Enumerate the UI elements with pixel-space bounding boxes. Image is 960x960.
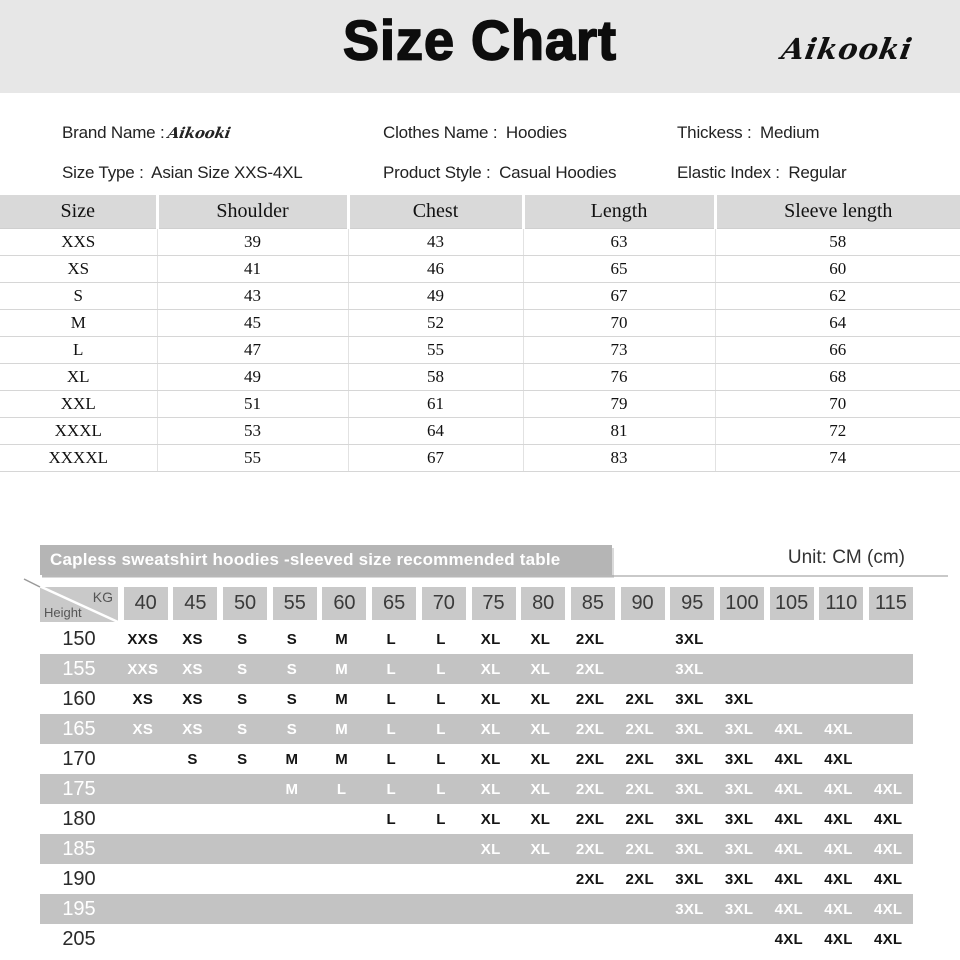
size-cell: 49 [157,364,348,391]
recommend-cell: L [436,660,446,678]
recommend-cell: 4XL [873,780,903,798]
recommend-cell: 4XL [774,930,803,948]
recommend-cell: 3XL [675,660,704,678]
recommend-cell: XL [480,720,501,738]
recommend-cell: 3XL [724,870,754,888]
weight-header-cell: 40 [124,587,168,620]
recommend-cell: 4XL [824,840,853,858]
size-table-body [0,229,960,472]
recommend-cell: 2XL [575,690,605,708]
weight-header-cell: 80 [521,587,565,620]
info-value: Aikooki [166,124,233,142]
recommend-cell: L [386,660,397,678]
recommend-row [40,834,913,864]
recommend-cell: 4XL [824,720,853,738]
size-cell: 55 [157,445,348,472]
size-cell: 45 [157,310,348,337]
size-table [0,195,960,472]
size-table-row [0,445,960,472]
weight-header-cell: 50 [223,587,267,620]
size-column-header: Size [0,195,157,229]
info-item-5 [677,163,960,196]
height-label: 195 [62,897,96,920]
size-cell: S [0,283,157,310]
recommend-cell: 2XL [625,810,654,828]
size-cell: 64 [715,310,960,337]
recommend-cell: 2XL [575,720,605,738]
size-cell: 65 [523,256,715,283]
recommend-cell: XL [480,810,501,828]
size-cell: L [0,337,157,364]
recommend-cell: M [285,780,299,798]
recommend-cell: S [286,660,298,678]
size-cell: 72 [715,418,960,445]
info-value: Regular [783,162,847,182]
size-cell: 83 [523,445,715,472]
height-label: 190 [62,867,96,890]
size-column-header: Sleeve length [715,195,960,229]
size-cell: 52 [348,310,523,337]
size-cell: 67 [348,445,523,472]
recommend-cell: XL [530,750,551,768]
recommend-cell: XS [182,690,203,708]
size-cell: 46 [348,256,523,283]
recommend-cell: 4XL [774,870,803,888]
recommend-cell: 3XL [724,780,754,798]
recommend-cell: M [335,690,348,708]
weight-header-cell: 85 [571,587,615,620]
recommend-cell: 2XL [625,840,654,858]
recommend-cell: S [286,720,298,738]
weight-header-cell: 65 [372,587,416,620]
size-cell: 68 [715,364,960,391]
recommend-row [40,714,913,744]
size-cell: 55 [348,337,523,364]
size-cell: 41 [157,256,348,283]
recommend-cell: XL [480,750,501,768]
recommend-cell: 2XL [575,780,605,798]
recommend-cell: 3XL [675,900,704,918]
recommend-cell: 3XL [724,720,754,738]
weight-header-cell: 70 [422,587,466,620]
recommend-cell: S [237,690,248,708]
page-title: Size Chart [342,10,618,72]
size-cell: XXL [0,391,157,418]
recommend-cell: L [386,780,397,798]
recommend-cell: 3XL [724,690,754,708]
recommend-cell: 4XL [824,900,853,918]
brand-logo: Aikooki [778,32,915,66]
recommend-cell: L [386,630,397,648]
info-item-1 [383,123,677,156]
recommend-cell: L [386,690,397,708]
recommend-cell: 3XL [675,780,704,798]
size-table-row [0,310,960,337]
recommend-cell: 4XL [873,900,903,918]
weight-header-row [40,587,920,622]
recommend-cell: 4XL [873,810,903,828]
size-table-row [0,391,960,418]
recommend-cell: 2XL [625,750,654,768]
info-value: Medium [755,123,820,142]
recommend-cell: L [436,750,446,768]
recommend-cell: S [286,630,298,648]
height-label: 150 [62,627,96,650]
divider-line [42,575,948,577]
weight-header-cell: 45 [173,587,217,620]
size-cell: 73 [523,337,715,364]
weight-header-cell: 110 [819,587,863,620]
size-cell: M [0,310,157,337]
recommend-cell: XS [182,630,203,648]
height-label: 185 [62,837,96,860]
corner-height-label: Height [44,605,82,620]
recommend-cell: 3XL [675,630,704,648]
info-panel [0,93,960,195]
recommend-cell: 4XL [774,810,803,828]
size-cell: 47 [157,337,348,364]
recommend-cell: XS [182,720,203,738]
recommend-cell: 4XL [774,840,803,858]
info-label: Size Type : [62,162,144,182]
size-cell: 51 [157,391,348,418]
recommend-cell: M [335,660,348,678]
recommend-cell: S [237,660,248,678]
weight-header-cell: 105 [770,587,814,620]
recommend-cell: 2XL [575,840,605,858]
size-column-header: Length [523,195,715,229]
recommend-cell: S [237,720,248,738]
recommend-cell: 3XL [675,720,704,738]
size-cell: 67 [523,283,715,310]
recommend-cell: 4XL [824,780,853,798]
recommend-row [40,774,913,804]
recommend-cell: 4XL [774,900,803,918]
info-item-3 [62,163,383,196]
info-label: Product Style : [383,162,491,182]
size-table-row [0,229,960,256]
recommend-row [40,804,913,834]
recommend-cell: 2XL [575,750,605,768]
info-value: Asian Size XXS-4XL [147,162,303,182]
recommend-cell: 2XL [575,630,605,648]
recommend-row [40,684,913,714]
recommend-cell: L [386,750,397,768]
recommend-cell: M [335,630,348,648]
weight-header-cell: 100 [720,587,764,620]
recommend-cell: 4XL [873,870,903,888]
size-cell: 61 [348,391,523,418]
recommend-cell: 3XL [724,840,754,858]
size-cell: 39 [157,229,348,256]
recommend-cell: S [237,630,248,648]
recommend-cell: XL [480,840,501,858]
recommend-cell: 2XL [625,720,654,738]
recommend-cell: 2XL [575,810,605,828]
height-label: 170 [62,747,96,770]
recommend-cell: XS [182,660,203,678]
recommend-cell: M [285,750,299,768]
recommend-cell: S [237,750,248,768]
info-item-2 [677,123,960,156]
size-cell: 58 [348,364,523,391]
recommend-section [0,545,960,954]
recommend-cell: M [335,720,348,738]
info-label: Clothes Name : [383,123,498,142]
recommend-row [40,894,913,924]
weight-header-cell: 75 [472,587,516,620]
info-item-4 [383,163,677,196]
recommend-cell: 4XL [774,750,803,768]
recommend-cell: XL [530,840,551,858]
size-cell: 63 [523,229,715,256]
info-value: Hoodies [501,123,567,142]
size-table-row [0,283,960,310]
size-cell: 53 [157,418,348,445]
recommend-cell: 4XL [824,930,853,948]
recommend-cell: XXS [127,660,159,678]
weight-header-cell: 115 [869,587,913,620]
recommend-cell: 3XL [675,870,704,888]
recommend-cell: 2XL [625,870,654,888]
height-label: 180 [62,807,96,830]
size-table-row [0,337,960,364]
size-cell: 43 [157,283,348,310]
recommend-header [0,545,960,587]
recommend-rows [40,624,920,954]
recommend-cell: 4XL [873,930,903,948]
size-cell: XXS [0,229,157,256]
size-table-row [0,256,960,283]
recommend-cell: L [436,720,446,738]
recommend-cell: 3XL [724,750,754,768]
size-cell: 79 [523,391,715,418]
recommend-cell: XL [480,690,501,708]
size-cell: XXXXL [0,445,157,472]
height-label: 165 [62,717,96,740]
recommend-cell: L [436,810,446,828]
recommend-cell: L [436,630,446,648]
height-label: 160 [62,687,96,710]
recommend-cell: XL [530,660,551,678]
size-cell: 60 [715,256,960,283]
recommend-cell: XL [530,690,551,708]
size-cell: 70 [715,391,960,418]
recommend-row [40,924,913,954]
info-item-0 [62,123,383,156]
weight-header-cell: 60 [322,587,366,620]
recommend-cell: XS [132,690,154,708]
weight-header-cell: 95 [670,587,714,620]
recommend-cell: L [386,810,397,828]
recommend-cell: L [386,720,397,738]
size-cell: XL [0,364,157,391]
weight-header-cell: 90 [621,587,665,620]
recommend-cell: L [436,780,446,798]
recommend-cell: 3XL [675,840,704,858]
recommend-cell: XL [480,630,501,648]
recommend-cell: 2XL [625,780,654,798]
recommend-cell: XL [480,660,501,678]
size-cell: 81 [523,418,715,445]
recommend-cell: 2XL [575,660,605,678]
recommend-cell: 4XL [774,780,803,798]
unit-label: Unit: CM (cm) [787,547,905,568]
recommend-cell: 3XL [724,810,754,828]
size-cell: 58 [715,229,960,256]
recommend-cell: 4XL [824,750,853,768]
recommend-cell: 3XL [675,810,704,828]
size-cell: 76 [523,364,715,391]
recommend-cell: 4XL [824,810,853,828]
size-column-header: Chest [348,195,523,229]
height-label: 175 [62,777,96,800]
info-label: Elastic Index : [677,162,780,182]
info-label: Thickess : [677,123,752,142]
size-cell: 66 [715,337,960,364]
recommend-cell: S [187,750,198,768]
corner-kg-label: KG [92,589,113,605]
recommend-table [40,587,920,954]
weight-header-cell: 55 [273,587,317,620]
recommend-row [40,864,913,894]
recommend-cell: L [336,780,347,798]
recommend-table-title: Capless sweatshirt hoodies -sleeved size recommended table [40,545,612,575]
recommend-cell: 4XL [824,870,853,888]
size-table-row [0,418,960,445]
recommend-row [40,744,913,774]
size-cell: XS [0,256,157,283]
corner-cell [40,587,118,622]
banner [0,0,960,93]
height-label: 155 [62,657,96,680]
recommend-cell: XL [530,720,551,738]
recommend-cell: 2XL [625,690,654,708]
recommend-row [40,624,913,654]
recommend-cell: XL [530,630,551,648]
recommend-cell: 3XL [724,900,754,918]
recommend-cell: XL [530,810,551,828]
size-cell: 43 [348,229,523,256]
recommend-cell: 2XL [575,870,605,888]
recommend-cell: 3XL [675,690,704,708]
recommend-cell: XL [480,780,501,798]
recommend-cell: M [335,750,348,768]
size-cell: 49 [348,283,523,310]
recommend-cell: XXS [127,630,159,648]
recommend-cell: XS [132,720,154,738]
recommend-cell: L [436,690,446,708]
size-cell: 74 [715,445,960,472]
recommend-cell: 3XL [675,750,704,768]
recommend-row [40,654,913,684]
size-table-row [0,364,960,391]
size-cell: XXXL [0,418,157,445]
size-cell: 64 [348,418,523,445]
recommend-cell: XL [530,780,551,798]
recommend-cell: 4XL [873,840,903,858]
recommend-cell: 4XL [774,720,803,738]
info-label: Brand Name : [62,123,165,142]
size-table-header [0,195,960,229]
recommend-cell: S [286,690,298,708]
height-label: 205 [62,927,96,950]
info-value: Casual Hoodies [494,162,617,182]
size-cell: 62 [715,283,960,310]
size-column-header: Shoulder [157,195,348,229]
size-cell: 70 [523,310,715,337]
